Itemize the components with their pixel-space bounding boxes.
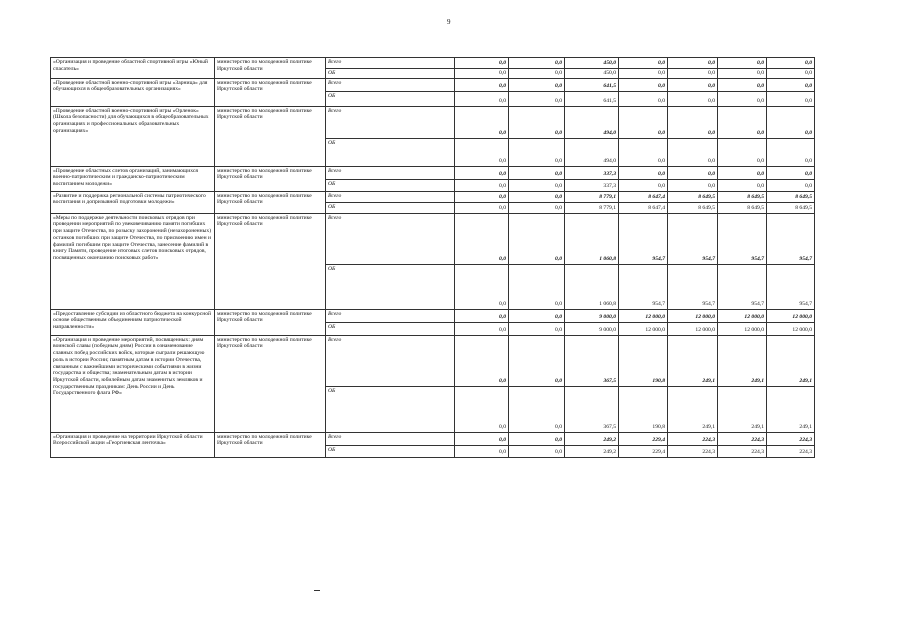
- total-value-cell: 337,3: [565, 166, 619, 179]
- total-value-cell: 0,0: [455, 213, 509, 264]
- total-value-cell: 0,0: [455, 335, 509, 386]
- table-row-total: [51, 106, 815, 138]
- ob-value-cell: 0,0: [455, 322, 509, 335]
- ob-value-cell: 12 000,0: [668, 322, 718, 335]
- ob-value-cell: 367,5: [565, 386, 619, 432]
- ob-value-cell: 12 000,0: [619, 322, 668, 335]
- event-name-cell: «Меры по поддержке деятельности поисковых отрядов при проведении мероприятий по увековечиванию памяти погибших при защите Отечества, по розыску захоронений (незахороненных) останков погибших при защите Отечества, по присвоению имен и фамилий погибшим при защите Отечества, занесение фамилий в книгу Памяти, проведение итоговых слетов поисковых отрядов, посвященных окончанию поисковых работ»: [51, 213, 215, 309]
- ob-value-cell: 0,0: [455, 202, 509, 213]
- source-ob-label: ОБ: [326, 179, 455, 191]
- total-value-cell: 0,0: [455, 106, 509, 138]
- event-name-cell: «Организация и проведение областной спортивной игры «Юный спасатель»: [51, 58, 215, 79]
- table-row-total: [51, 309, 815, 322]
- event-name-cell: «Проведение областной военно-спортивной игры «Зарница» для обучающихся в общеобразовательных организациях»: [51, 78, 215, 106]
- total-value-cell: 0,0: [455, 58, 509, 69]
- source-total-label: Всего: [326, 335, 455, 386]
- ob-value-cell: 0,0: [718, 91, 767, 106]
- total-value-cell: 0,0: [619, 58, 668, 69]
- source-ob-label: ОБ: [326, 264, 455, 309]
- ob-value-cell: 0,0: [509, 322, 565, 335]
- total-value-cell: 0,0: [619, 78, 668, 91]
- total-value-cell: 367,5: [565, 335, 619, 386]
- total-value-cell: 0,0: [455, 432, 509, 445]
- event-name-cell: «Проведение областной военно-спортивной игры «Орленок» (Школа безопасности) для обучающихся в общеобразовательных организациях и профессиональных образовательных организациях»: [51, 106, 215, 166]
- source-ob-label: ОБ: [326, 69, 455, 79]
- ob-value-cell: 0,0: [509, 91, 565, 106]
- total-value-cell: 249,1: [668, 335, 718, 386]
- total-value-cell: 0,0: [668, 78, 718, 91]
- total-value-cell: 954,7: [767, 213, 815, 264]
- total-value-cell: 1 060,8: [565, 213, 619, 264]
- ob-value-cell: 8 649,5: [668, 202, 718, 213]
- ob-value-cell: 494,0: [565, 138, 619, 166]
- table-body: [51, 58, 815, 458]
- total-value-cell: 8 779,1: [565, 191, 619, 202]
- total-value-cell: 494,0: [565, 106, 619, 138]
- ob-value-cell: 0,0: [455, 179, 509, 191]
- ob-value-cell: 0,0: [455, 445, 509, 457]
- executor-cell: министерство по молодежной политике Иркутской области: [215, 191, 326, 213]
- ob-value-cell: 0,0: [509, 138, 565, 166]
- ob-value-cell: 224,3: [668, 445, 718, 457]
- total-value-cell: 12 000,0: [718, 309, 767, 322]
- ob-value-cell: 954,7: [668, 264, 718, 309]
- total-value-cell: 0,0: [509, 166, 565, 179]
- ob-value-cell: 8 779,1: [565, 202, 619, 213]
- total-value-cell: 8 649,5: [767, 191, 815, 202]
- total-value-cell: 0,0: [619, 166, 668, 179]
- total-value-cell: 450,0: [565, 58, 619, 69]
- ob-value-cell: 8 649,5: [767, 202, 815, 213]
- executor-cell: министерство по молодежной политике Иркутской области: [215, 309, 326, 335]
- total-value-cell: 0,0: [767, 78, 815, 91]
- total-value-cell: 12 000,0: [767, 309, 815, 322]
- ob-value-cell: 1 060,8: [565, 264, 619, 309]
- event-name-cell: «Проведение областных слетов организаций, занимающихся военно-патриотическим и гражданско-патриотическим воспитанием молодежи»: [51, 166, 215, 191]
- total-value-cell: 249,1: [767, 335, 815, 386]
- total-value-cell: 0,0: [509, 191, 565, 202]
- source-total-label: Всего: [326, 213, 455, 264]
- scan-mark: [314, 590, 320, 591]
- ob-value-cell: 0,0: [718, 179, 767, 191]
- total-value-cell: 190,8: [619, 335, 668, 386]
- ob-value-cell: 0,0: [455, 386, 509, 432]
- total-value-cell: 0,0: [668, 106, 718, 138]
- ob-value-cell: 224,3: [767, 445, 815, 457]
- total-value-cell: 224,3: [767, 432, 815, 445]
- event-name-cell: «Организация и проведение на территории Иркутской области Всероссийской акции «Георгиевская ленточка»: [51, 432, 215, 457]
- ob-value-cell: 641,5: [565, 91, 619, 106]
- source-total-label: Всего: [326, 106, 455, 138]
- table-row-total: [51, 166, 815, 179]
- ob-value-cell: 0,0: [455, 91, 509, 106]
- ob-value-cell: 0,0: [455, 264, 509, 309]
- ob-value-cell: 0,0: [455, 138, 509, 166]
- table-row-total: [51, 58, 815, 69]
- total-value-cell: 0,0: [455, 78, 509, 91]
- ob-value-cell: 0,0: [455, 69, 509, 79]
- ob-value-cell: 249,1: [668, 386, 718, 432]
- ob-value-cell: 0,0: [767, 179, 815, 191]
- page-number: 9: [447, 18, 451, 26]
- total-value-cell: 954,7: [718, 213, 767, 264]
- total-value-cell: 954,7: [668, 213, 718, 264]
- total-value-cell: 229,4: [619, 432, 668, 445]
- ob-value-cell: 0,0: [619, 138, 668, 166]
- ob-value-cell: 0,0: [509, 386, 565, 432]
- total-value-cell: 12 000,0: [619, 309, 668, 322]
- total-value-cell: 0,0: [718, 106, 767, 138]
- source-total-label: Всего: [326, 309, 455, 322]
- total-value-cell: 0,0: [455, 166, 509, 179]
- ob-value-cell: 8 647,4: [619, 202, 668, 213]
- ob-value-cell: 337,3: [565, 179, 619, 191]
- source-total-label: Всего: [326, 191, 455, 202]
- total-value-cell: 9 000,0: [565, 309, 619, 322]
- source-total-label: Всего: [326, 58, 455, 69]
- executor-cell: министерство по молодежной политике Иркутской области: [215, 106, 326, 166]
- source-ob-label: ОБ: [326, 386, 455, 432]
- table-row-total: [51, 191, 815, 202]
- total-value-cell: 954,7: [619, 213, 668, 264]
- ob-value-cell: 0,0: [718, 138, 767, 166]
- source-total-label: Всего: [326, 432, 455, 445]
- ob-value-cell: 0,0: [668, 91, 718, 106]
- total-value-cell: 249,1: [718, 335, 767, 386]
- ob-value-cell: 954,7: [619, 264, 668, 309]
- ob-value-cell: 0,0: [619, 69, 668, 79]
- source-ob-label: ОБ: [326, 91, 455, 106]
- ob-value-cell: 0,0: [668, 138, 718, 166]
- ob-value-cell: 450,0: [565, 69, 619, 79]
- ob-value-cell: 9 000,0: [565, 322, 619, 335]
- total-value-cell: 8 647,4: [619, 191, 668, 202]
- total-value-cell: 224,3: [668, 432, 718, 445]
- total-value-cell: 12 000,0: [668, 309, 718, 322]
- source-ob-label: ОБ: [326, 138, 455, 166]
- executor-cell: министерство по молодежной политике Иркутской области: [215, 58, 326, 79]
- ob-value-cell: 249,1: [767, 386, 815, 432]
- ob-value-cell: 0,0: [509, 445, 565, 457]
- source-ob-label: ОБ: [326, 202, 455, 213]
- total-value-cell: 0,0: [718, 166, 767, 179]
- total-value-cell: 0,0: [455, 309, 509, 322]
- total-value-cell: 0,0: [619, 106, 668, 138]
- executor-cell: министерство по молодежной политике Иркутской области: [215, 432, 326, 457]
- total-value-cell: 0,0: [509, 58, 565, 69]
- executor-cell: министерство по молодежной политике Иркутской области: [215, 213, 326, 309]
- ob-value-cell: 0,0: [668, 179, 718, 191]
- event-name-cell: «Развитие и поддержка региональной системы патриотического воспитания и допризывной подготовки молодежи»: [51, 191, 215, 213]
- source-ob-label: ОБ: [326, 445, 455, 457]
- ob-value-cell: 0,0: [767, 91, 815, 106]
- total-value-cell: 0,0: [455, 191, 509, 202]
- ob-value-cell: 0,0: [767, 138, 815, 166]
- total-value-cell: 249,2: [565, 432, 619, 445]
- total-value-cell: 0,0: [767, 58, 815, 69]
- ob-value-cell: 0,0: [668, 69, 718, 79]
- total-value-cell: 0,0: [767, 106, 815, 138]
- ob-value-cell: 0,0: [718, 69, 767, 79]
- total-value-cell: 8 649,5: [718, 191, 767, 202]
- ob-value-cell: 224,3: [718, 445, 767, 457]
- event-name-cell: «Организация и проведение мероприятий, посвященных: дням воинской славы (победным дням) России в ознаменование славных побед российских войск, которые сыграли решающую роль в истории России; памятным датам в истории Отечества, связанным с важнейшими историческими событиями в жизни государства и общества; знаменательным датам в истории Иркутской области, юбилейным датам знаменитых земляков и государственным праздникам: День России и День Государственного флага РФ»: [51, 335, 215, 432]
- total-value-cell: 224,3: [718, 432, 767, 445]
- ob-value-cell: 0,0: [509, 69, 565, 79]
- total-value-cell: 0,0: [767, 166, 815, 179]
- table-row-total: [51, 335, 815, 386]
- ob-value-cell: 229,4: [619, 445, 668, 457]
- total-value-cell: 0,0: [668, 166, 718, 179]
- ob-value-cell: 249,1: [718, 386, 767, 432]
- total-value-cell: 0,0: [718, 58, 767, 69]
- total-value-cell: 641,5: [565, 78, 619, 91]
- event-name-cell: «Предоставление субсидии из областного бюджета на конкурсной основе общественным объединениям патриотической направленности»: [51, 309, 215, 335]
- total-value-cell: 0,0: [509, 78, 565, 91]
- table-row-total: [51, 432, 815, 445]
- ob-value-cell: 8 649,5: [718, 202, 767, 213]
- ob-value-cell: 0,0: [509, 264, 565, 309]
- table-row-total: [51, 213, 815, 264]
- total-value-cell: 0,0: [509, 213, 565, 264]
- total-value-cell: 0,0: [718, 78, 767, 91]
- source-total-label: Всего: [326, 166, 455, 179]
- total-value-cell: 0,0: [668, 58, 718, 69]
- ob-value-cell: 0,0: [619, 91, 668, 106]
- source-total-label: Всего: [326, 78, 455, 91]
- total-value-cell: 0,0: [509, 432, 565, 445]
- executor-cell: министерство по молодежной политике Иркутской области: [215, 335, 326, 432]
- table-row-total: [51, 78, 815, 91]
- ob-value-cell: 249,2: [565, 445, 619, 457]
- executor-cell: министерство по молодежной политике Иркутской области: [215, 166, 326, 191]
- ob-value-cell: 0,0: [509, 202, 565, 213]
- ob-value-cell: 12 000,0: [767, 322, 815, 335]
- ob-value-cell: 0,0: [509, 179, 565, 191]
- ob-value-cell: 190,8: [619, 386, 668, 432]
- total-value-cell: 0,0: [509, 106, 565, 138]
- ob-value-cell: 0,0: [619, 179, 668, 191]
- ob-value-cell: 0,0: [767, 69, 815, 79]
- total-value-cell: 8 649,5: [668, 191, 718, 202]
- budget-table: [50, 57, 815, 458]
- executor-cell: министерство по молодежной политике Иркутской области: [215, 78, 326, 106]
- ob-value-cell: 954,7: [718, 264, 767, 309]
- source-ob-label: ОБ: [326, 322, 455, 335]
- total-value-cell: 0,0: [509, 335, 565, 386]
- total-value-cell: 0,0: [509, 309, 565, 322]
- ob-value-cell: 12 000,0: [718, 322, 767, 335]
- ob-value-cell: 954,7: [767, 264, 815, 309]
